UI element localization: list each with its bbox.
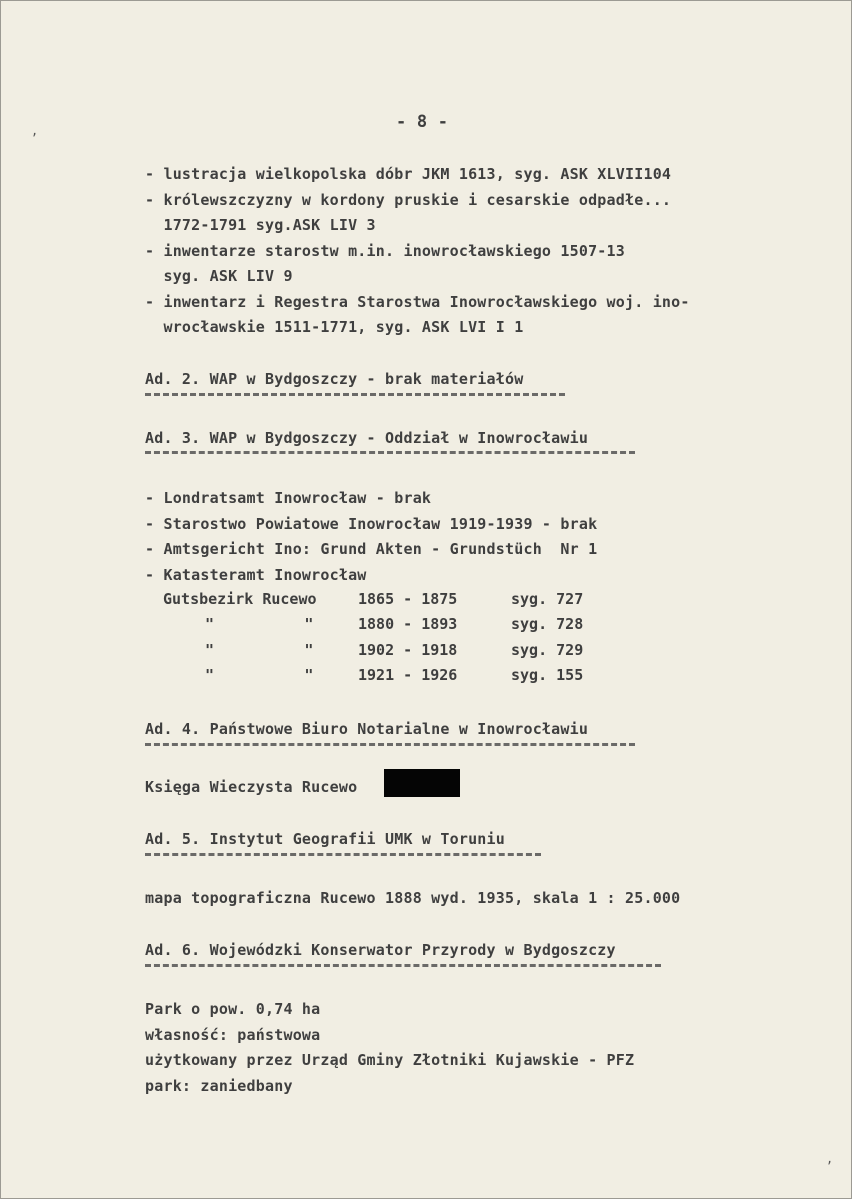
table-cell-years: 1902 - 1918 (358, 641, 458, 659)
park-line: Park o pow. 0,74 ha (145, 1000, 321, 1018)
list-item: syg. ASK LIV 9 (145, 267, 293, 285)
list-item: - królewszczyzny w kordony pruskie i cesarskie odpadłe... (145, 191, 672, 209)
table-cell-syg: syg. 727 (511, 590, 584, 608)
underline (145, 451, 635, 454)
section-heading-4: Ad. 4. Państwowe Biuro Notarialne w Inowrocławiu (145, 720, 589, 738)
underline (145, 743, 635, 746)
section-heading-5: Ad. 5. Instytut Geografii UMK w Toruniu (145, 830, 505, 848)
list-item: - Londratsamt Inowrocław - brak (145, 489, 432, 507)
table-cell-name: Gutsbezirk Rucewo (163, 590, 317, 608)
map-entry: mapa topograficzna Rucewo 1888 wyd. 1935, skala 1 : 25.000 (145, 889, 681, 907)
section-heading-2: Ad. 2. WAP w Bydgoszczy - brak materiałów (145, 370, 524, 388)
page-number: - 8 - (396, 112, 449, 132)
stray-mark: , (826, 1152, 834, 1166)
underline (145, 393, 565, 396)
table-cell-syg: syg. 729 (511, 641, 584, 659)
list-item: 1772-1791 syg.ASK LIV 3 (145, 216, 376, 234)
stray-mark: , (31, 124, 39, 138)
table-cell-years: 1921 - 1926 (358, 666, 458, 684)
table-cell-years: 1865 - 1875 (358, 590, 458, 608)
list-item: - Katasteramt Inowrocław (145, 566, 367, 584)
list-item: wrocławskie 1511-1771, syg. ASK LVI I 1 (145, 318, 524, 336)
section-heading-6: Ad. 6. Wojewódzki Konserwator Przyrody w Bydgoszczy (145, 941, 616, 959)
list-item: - lustracja wielkopolska dóbr JKM 1613, syg. ASK XLVII104 (145, 165, 672, 183)
underline (145, 853, 541, 856)
list-item: - Amtsgericht Ino: Grund Akten - Grundstüch Nr 1 (145, 540, 598, 558)
table-cell-name: " " (205, 641, 314, 659)
park-line: park: zaniedbany (145, 1077, 293, 1095)
list-item: - inwentarze starostw m.in. inowrocławskiego 1507-13 (145, 242, 625, 260)
ksiega-label: Księga Wieczysta Rucewo (145, 778, 358, 796)
park-line: własność: państwowa (145, 1026, 321, 1044)
section-heading-3: Ad. 3. WAP w Bydgoszczy - Oddział w Inowrocławiu (145, 429, 589, 447)
table-cell-name: " " (205, 666, 314, 684)
table-cell-syg: syg. 728 (511, 615, 584, 633)
park-line: użytkowany przez Urząd Gminy Złotniki Kujawskie - PFZ (145, 1051, 635, 1069)
list-item: - inwentarz i Regestra Starostwa Inowrocławskiego woj. ino- (145, 293, 690, 311)
table-cell-name: " " (205, 615, 314, 633)
table-cell-syg: syg. 155 (511, 666, 584, 684)
redaction-box (384, 769, 460, 797)
table-cell-years: 1880 - 1893 (358, 615, 458, 633)
list-item: - Starostwo Powiatowe Inowrocław 1919-1939 - brak (145, 515, 598, 533)
underline (145, 964, 661, 967)
